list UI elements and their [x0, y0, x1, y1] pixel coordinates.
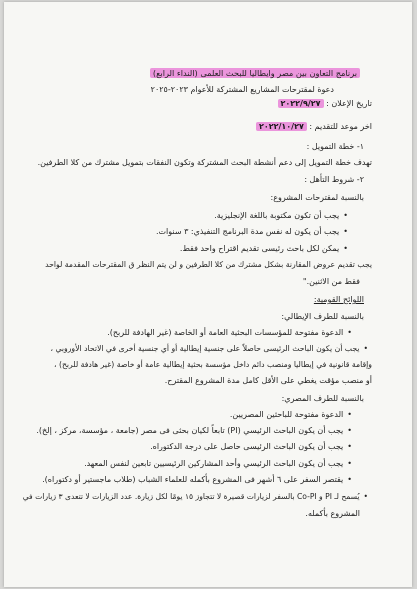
list-item [23, 491, 368, 502]
list-item [156, 226, 348, 237]
eg-visits-line-1: يُسمح لـ PI و Co-PI بالسفر لزيارات قصيرة لا تتجاوز ١٥ يومًا لكل زيارة. عدد الزيارات لا تتعدى ٣ زيارات في [22, 492, 360, 501]
it-pi-line-1: يجب أن يكون الباحث الرئيسى حاصلاً على جنسية إيطالية أو أي جنسية أخرى في الاتحاد الأوروبي ، [50, 344, 360, 353]
list-item [230, 409, 352, 420]
it-pi-line-3: أو منصب مؤقت يغطي على الأقل كامل مدة المشروع المقترح. [164, 376, 372, 385]
bullet-icon: • [347, 426, 352, 435]
eligibility-heading: ٢- شروط التأهل : [304, 175, 364, 184]
announcement-label: تاريخ الإعلان : [326, 99, 372, 108]
funding-goal-text: تهدف خطة التمويل إلى دعم أنشطة البحث المشتركة وتكون النفقات بتمويل مشترك من كلا الطرفين. [37, 158, 372, 167]
bullet-icon: • [347, 475, 352, 484]
eg-visits-line-2: المشروع بأكمله. [305, 509, 360, 518]
funding-plan-heading: ١- خطة التمويل : [306, 142, 364, 151]
rule-duration: يجب أن يكون له نفس مدة البرنامج التنفيذي: ٣ سنوات. [155, 227, 340, 236]
bullet-icon: • [363, 492, 368, 501]
eg-travel: يقتصر السفر على ٦ أشهر فى المشروع بأكمله للعلماء الشباب (طلاب ماجستير أو دكتوراه). [42, 475, 344, 484]
national-regulations-heading: اللوائح القومية: [313, 295, 364, 304]
it-open: الدعوة مفتوحة للمؤسسات البحثية العامة أو الخاصة (غير الهادفة للربح). [107, 328, 344, 337]
announcement-line [278, 98, 372, 109]
document-page [4, 2, 412, 587]
rule-joint-line-2: فقط من الاثنين." [302, 277, 360, 286]
document-title [150, 68, 360, 79]
italian-party-heading: بالنسبة للطرف الإيطالي: [281, 312, 364, 321]
eg-pi-affiliation: يجب أن يكون الباحث الرئيسي (PI) تابعاً لكيان بحثى فى مصر (جامعة ، مؤسسة، مركز ، إلخ). [36, 426, 344, 435]
rule-english: يجب أن تكون مكتوبة باللغة الإنجليزية. [214, 211, 340, 220]
list-item [36, 425, 352, 436]
list-item [42, 474, 352, 485]
bullet-icon: • [347, 410, 352, 419]
eg-pi-institute: يجب أن يكون الباحث الرئيسي وأحد المشاركين الرئيسيين تابعين لنفس المعهد. [84, 459, 344, 468]
announcement-date: ٢٠٢٢/٩/٢٧ [278, 99, 324, 108]
it-pi-line-2: وإقامة قانونية في إيطاليا ومنصب دائم داخل مؤسسة بحثية إيطالية عامة أو خاصة (غير هادفة للربح) ، [54, 360, 372, 369]
title-highlight: برنامج التعاون بين مصر وايطاليا للبحث العلمى (النداء الرابع) [150, 68, 360, 78]
bullet-icon: • [343, 244, 348, 253]
eg-pi-phd: يجب أن يكون الباحث الرئيسى حاصل على درجة الدكتوراه. [150, 442, 344, 451]
deadline-date: ٢٠٢٢/١٠/٢٧ [256, 122, 307, 131]
document-subtitle: دعوة لمقترحات المشاريع المشتركة للأعوام ٢٠٢٣-٢٠٢٥ [150, 85, 334, 94]
egyptian-party-heading: بالنسبة للطرف المصري: [281, 394, 364, 403]
bullet-icon: • [347, 328, 352, 337]
deadline-label: اخر موعد للتقديم : [309, 122, 372, 131]
bullet-icon: • [347, 442, 352, 451]
list-item [107, 327, 352, 338]
bullet-icon: • [363, 344, 368, 353]
list-item [180, 243, 348, 254]
bullet-icon: • [343, 211, 348, 220]
bullet-icon: • [347, 459, 352, 468]
rule-one-proposal: يمكن لكل باحث رئيسى تقديم اقتراح واحد فقط. [179, 244, 340, 253]
rule-joint-line-1: يجب تقديم عروض المقارنة بشكل مشترك من كلا الطرفين و لن يتم النظر ق المقترحات المقدمة لواحد [45, 260, 372, 269]
list-item [214, 210, 348, 221]
eg-open: الدعوة مفتوحة للباحثين المصريين. [229, 410, 344, 419]
bullet-icon: • [343, 227, 348, 236]
list-item [84, 458, 352, 469]
list-item [51, 343, 368, 354]
list-item [150, 441, 352, 452]
deadline-line [256, 121, 372, 132]
proposals-heading: بالنسبة لمقترحات المشروع: [270, 193, 364, 202]
